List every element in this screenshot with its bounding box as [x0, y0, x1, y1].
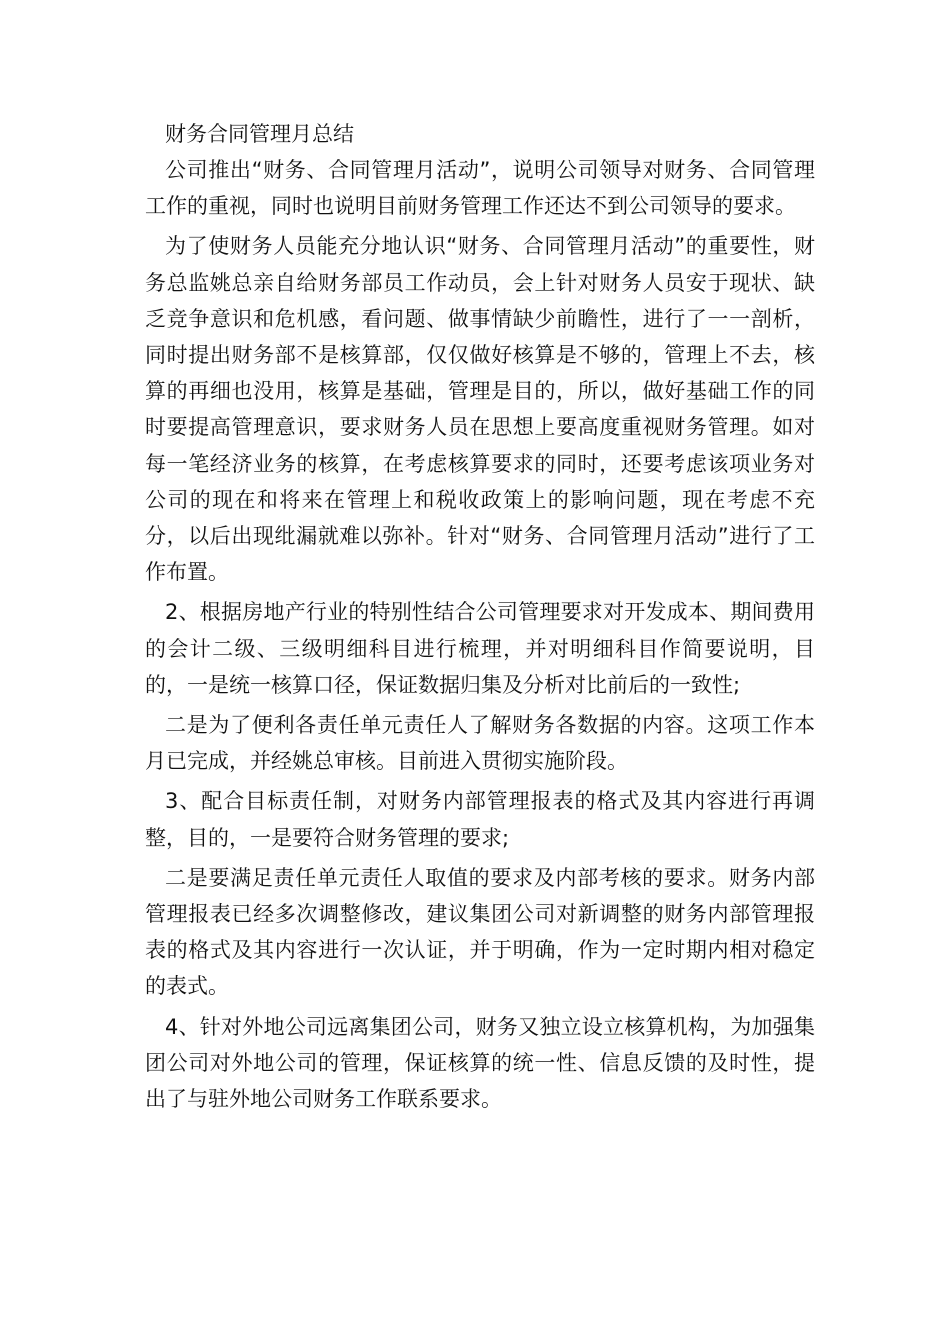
paragraph-item-4: 4、针对外地公司远离集团公司，财务又独立设立核算机构，为加强集团公司对外地公司的管理，保证核算的统一性、信息反馈的及时性，提出了与驻外地公司财务工作联系要求。	[145, 1014, 815, 1112]
paragraph-item-2: 2、根据房地产行业的特别性结合公司管理要求对开发成本、期间费用的会计二级、三级明细科目进行梳理，并对明细科目作简要说明，目的，一是统一核算口径，保证数据归集及分析对比前后的一致性;	[145, 600, 815, 697]
document-title: 财务合同管理月总结	[165, 122, 354, 146]
paragraph-item-3: 3、配合目标责任制，对财务内部管理报表的格式及其内容进行再调整，目的，一是要符合财务管理的要求;	[145, 789, 815, 850]
paragraph-item-2-cont: 二是为了便利各责任单元责任人了解财务各数据的内容。这项工作本月已完成，并经姚总审核。目前进入贯彻实施阶段。	[145, 713, 815, 774]
paragraph-intro: 公司推出“财务、合同管理月活动”，说明公司领导对财务、合同管理工作的重视，同时也说明目前财务管理工作还达不到公司领导的要求。	[145, 158, 815, 219]
document-body	[145, 116, 815, 1121]
paragraph-staff-awareness: 为了使财务人员能充分地认识“财务、合同管理月活动”的重要性，财务总监姚总亲自给财务部员工作动员，会上针对财务人员安于现状、缺乏竞争意识和危机感，看问题、做事情缺少前瞻性，进行了一一剖析，同时提出财务部不是核算部，仅仅做好核算是不够的，管理上不去，核算的再细也没用，核算是基础，管理是目的，所以，做好基础工作的同时要提高管理意识，要求财务人员在思想上要高度重视财务管理。如对每一笔经济业务的核算，在考虑核算要求的同时，还要考虑该项业务对公司的现在和将来在管理上和税收政策上的影响问题，现在考虑不充分，以后出现纰漏就难以弥补。针对“财务、合同管理月活动”进行了工作布置。	[145, 234, 815, 585]
paragraph-item-3-cont: 二是要满足责任单元责任人取值的要求及内部考核的要求。财务内部管理报表已经多次调整修改，建议集团公司对新调整的财务内部管理报表的格式及其内容进行一次认证，并于明确，作为一定时期内相对稳定的表式。	[145, 865, 815, 999]
